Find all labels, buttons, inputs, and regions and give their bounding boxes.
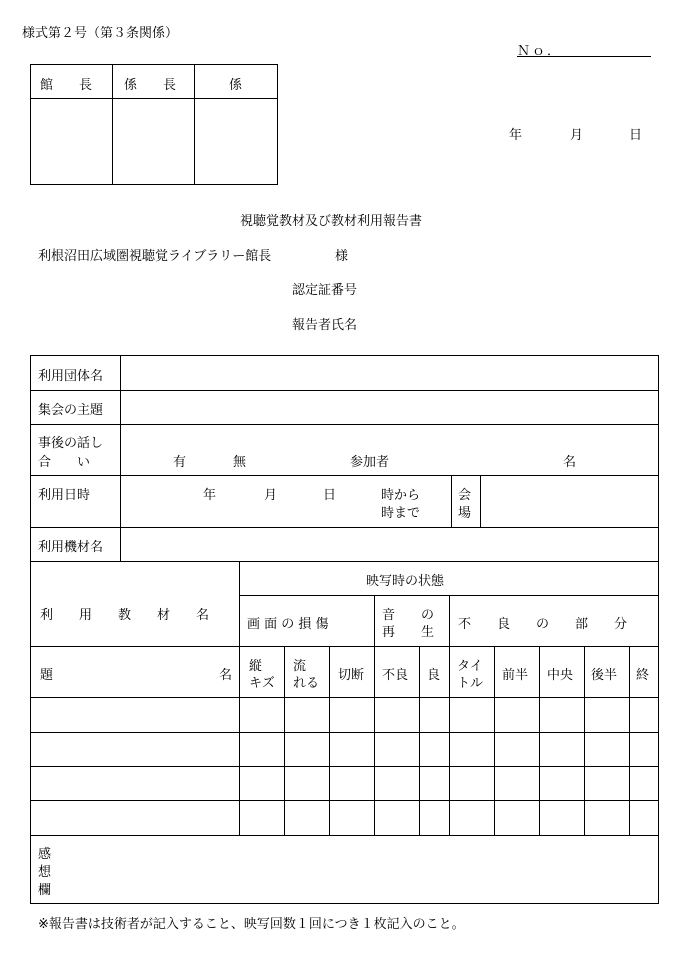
time-to: 時まで <box>381 506 421 521</box>
table-row[interactable] <box>31 733 658 766</box>
usage-month: 月 <box>264 488 278 503</box>
equipment-label: 利用機材名 <box>38 540 104 555</box>
cut-header: 切断 <box>338 668 365 683</box>
meeting-theme-label: 集会の主題 <box>38 403 104 418</box>
screen-damage-header: 画 面 の 損 傷 <box>247 617 329 632</box>
flow-1: 流 <box>293 659 307 674</box>
impression-field[interactable] <box>60 836 658 903</box>
reporter-name-label: 報告者氏名 <box>292 318 358 333</box>
impression-label-3: 欄 <box>38 883 52 898</box>
cert-number-label: 認定証番号 <box>292 283 358 298</box>
discussion-yes[interactable]: 有 <box>173 455 187 470</box>
row-line <box>30 646 659 647</box>
participants-label: 参加者 <box>350 455 390 470</box>
sound-good-header: 良 <box>427 668 441 683</box>
date-year-label: 年 <box>509 128 523 143</box>
impression-label-1: 感 <box>38 847 52 862</box>
sound-header-1: 音 の <box>382 608 435 623</box>
discussion-no[interactable]: 無 <box>233 455 247 470</box>
first-half-header: 前半 <box>502 668 529 683</box>
form-number-label: 様式第２号（第３条関係） <box>22 26 179 41</box>
meeting-theme-field[interactable] <box>121 391 658 424</box>
second-half-header: 後半 <box>591 668 618 683</box>
title-col-header: 題 <box>40 668 54 683</box>
title-seg-2: トル <box>457 676 484 691</box>
addressee-honorific: 様 <box>335 249 349 264</box>
vert-scratch-2: キズ <box>249 676 275 691</box>
discussion-label-line2: 合 い <box>38 455 91 470</box>
venue-col-line <box>451 475 452 527</box>
approval-kancho: 館 長 <box>40 78 93 93</box>
flow-2: れる <box>293 676 320 691</box>
impression-label-2: 想 <box>38 865 52 880</box>
projection-state-header: 映写時の状態 <box>366 574 445 589</box>
approval-stamp-kakaricho[interactable] <box>113 99 193 184</box>
equipment-field[interactable] <box>121 528 658 561</box>
usage-date-label: 利用日時 <box>38 488 91 503</box>
defect-part-header: 不 良 の 部 分 <box>458 617 628 632</box>
sound-bad-header: 不良 <box>382 668 409 683</box>
table-row[interactable] <box>31 767 658 800</box>
table-row[interactable] <box>31 801 658 835</box>
row-line <box>30 561 659 562</box>
venue-label-1: 会 <box>458 488 472 503</box>
document-title: 視聴覚教材及び教材利用報告書 <box>240 214 423 229</box>
title-seg-1: タイ <box>457 659 483 674</box>
date-day-label: 日 <box>629 128 643 143</box>
no-label: Ｎｏ． <box>517 44 563 59</box>
participants-unit: 名 <box>563 455 577 470</box>
approval-kakaricho: 係 長 <box>124 78 177 93</box>
addressee-name: 利根沼田広域圏視聴覚ライブラリー館長 <box>38 249 272 264</box>
middle-header: 中央 <box>547 668 574 683</box>
material-name-header: 利 用 教 材 名 <box>40 608 210 623</box>
venue-field[interactable] <box>481 476 658 527</box>
group-name-field[interactable] <box>121 356 658 390</box>
approval-stamp-kakari[interactable] <box>195 99 277 184</box>
usage-day: 日 <box>323 488 337 503</box>
row-line <box>30 424 659 425</box>
group-name-label: 利用団体名 <box>38 369 104 384</box>
end-header: 終 <box>636 668 650 683</box>
vert-scratch-1: 縦 <box>249 659 263 674</box>
approval-stamp-kancho[interactable] <box>31 99 111 184</box>
no-underline <box>517 56 651 57</box>
discussion-label-line1: 事後の話し <box>38 436 104 451</box>
sound-header-2: 再 生 <box>382 625 435 640</box>
table-row[interactable] <box>31 698 658 732</box>
date-month-label: 月 <box>570 128 584 143</box>
usage-year: 年 <box>203 488 217 503</box>
time-from: 時から <box>381 488 421 503</box>
name-col-header: 名 <box>219 668 233 683</box>
venue-label-2: 場 <box>458 506 472 521</box>
footnote: ※報告書は技術者が記入すること、映写回数１回につき１枚記入のこと。 <box>38 917 465 932</box>
approval-kakari: 係 <box>229 78 243 93</box>
